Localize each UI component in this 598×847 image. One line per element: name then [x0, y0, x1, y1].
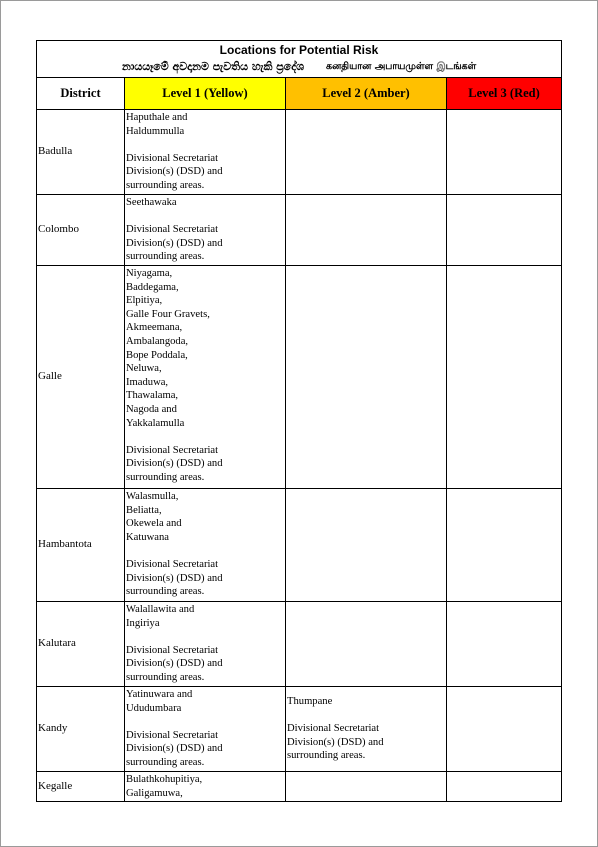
- location-line: Elpitiya,: [126, 295, 163, 307]
- title-sinhala: නායයෑමේ අවදානම පැවතිය හැකි ප්‍රදේශ: [121, 60, 304, 73]
- location-line: Ingiriya: [126, 617, 160, 629]
- header-row: [37, 78, 562, 110]
- table-row: [37, 489, 562, 602]
- level-1-cell: [125, 110, 286, 195]
- table-row: [37, 687, 562, 772]
- header-level-1: Level 1 (Yellow): [125, 78, 286, 110]
- location-line: Akmeemana,: [126, 322, 183, 334]
- table-row: [37, 195, 562, 266]
- location-line: surrounding areas.: [126, 586, 205, 598]
- district-cell: Galle: [37, 266, 125, 489]
- location-line: Nagoda and: [126, 403, 177, 415]
- level-1-cell: [125, 772, 286, 802]
- location-line: Ambalangoda,: [126, 335, 189, 347]
- level-2-cell: [286, 489, 447, 602]
- table-subtitle: [37, 59, 561, 74]
- title-tamil: கனதியான அபாயமுள்ள இடங்கள்: [326, 61, 477, 72]
- location-line: Divisional Secretariat: [126, 444, 219, 456]
- location-line: Thumpane: [287, 696, 333, 707]
- location-line: surrounding areas.: [126, 179, 205, 191]
- table-row: [37, 772, 562, 802]
- location-line: surrounding areas.: [287, 750, 366, 762]
- location-line: Bulathkohupitiya,: [126, 774, 203, 785]
- table-row: [37, 110, 562, 195]
- location-line: Divisional Secretariat: [126, 729, 219, 741]
- location-line: Division(s) (DSD) and: [126, 458, 223, 470]
- line-spacer: [126, 630, 285, 644]
- district-cell: Hambantota: [37, 489, 125, 602]
- location-line: Galigamuwa,: [126, 787, 183, 799]
- location-line: Baddegama,: [126, 281, 179, 293]
- level-3-cell: [447, 266, 562, 489]
- district-cell: Kegalle: [37, 772, 125, 802]
- location-line: Walasmulla,: [126, 491, 179, 502]
- table-title: Locations for Potential Risk: [219, 43, 379, 57]
- location-line: Neluwa,: [126, 363, 162, 375]
- district-cell: Kandy: [37, 687, 125, 772]
- location-line: Ududumbara: [126, 702, 182, 714]
- location-line: surrounding areas.: [126, 471, 205, 483]
- level-3-cell: [447, 602, 562, 687]
- level-1-cell: [125, 489, 286, 602]
- location-line: Haputhale and: [126, 112, 188, 123]
- level-3-cell: [447, 687, 562, 772]
- level-2-cell: [286, 772, 447, 802]
- location-line: Divisional Secretariat: [287, 723, 380, 735]
- title-row: [37, 41, 562, 78]
- line-spacer: [126, 544, 285, 558]
- level-2-cell: [286, 110, 447, 195]
- level-1-cell: [125, 195, 286, 266]
- location-line: surrounding areas.: [126, 251, 205, 263]
- location-line: Imaduwa,: [126, 376, 169, 388]
- location-line: Niyagama,: [126, 268, 173, 279]
- location-line: Galle Four Gravets,: [126, 308, 210, 320]
- location-line: surrounding areas.: [126, 671, 205, 683]
- location-line: Divisional Secretariat: [126, 644, 219, 656]
- line-spacer: [126, 138, 285, 152]
- location-line: Yatinuwara and: [126, 689, 193, 700]
- location-line: Division(s) (DSD) and: [126, 237, 223, 249]
- location-line: Okewela and: [126, 518, 182, 530]
- line-spacer: [126, 715, 285, 729]
- table-row: [37, 266, 562, 489]
- level-1-cell: [125, 687, 286, 772]
- level-3-cell: [447, 110, 562, 195]
- level-2-cell: [286, 602, 447, 687]
- location-line: surrounding areas.: [126, 756, 205, 768]
- district-cell: Badulla: [37, 110, 125, 195]
- location-line: Division(s) (DSD) and: [287, 736, 384, 748]
- line-spacer: [126, 210, 285, 224]
- risk-locations-table: [36, 40, 562, 802]
- location-line: Beliatta,: [126, 504, 162, 516]
- level-3-cell: [447, 489, 562, 602]
- location-line: Division(s) (DSD) and: [126, 572, 223, 584]
- header-level-2: Level 2 (Amber): [286, 78, 447, 110]
- title-cell: [37, 41, 562, 78]
- location-line: Division(s) (DSD) and: [126, 166, 223, 178]
- level-1-cell: [125, 266, 286, 489]
- location-line: Divisional Secretariat: [126, 224, 219, 236]
- location-line: Division(s) (DSD) and: [126, 743, 223, 755]
- level-2-cell: [286, 195, 447, 266]
- district-cell: Colombo: [37, 195, 125, 266]
- district-cell: Kalutara: [37, 602, 125, 687]
- level-1-cell: [125, 602, 286, 687]
- line-spacer: [287, 709, 446, 723]
- location-line: Division(s) (DSD) and: [126, 658, 223, 670]
- level-2-cell: [286, 266, 447, 489]
- level-3-cell: [447, 195, 562, 266]
- level-3-cell: [447, 772, 562, 802]
- level-2-cell: [286, 687, 447, 772]
- location-line: Yakkalamulla: [126, 417, 185, 429]
- location-line: Divisional Secretariat: [126, 558, 219, 570]
- header-district: District: [37, 78, 125, 110]
- location-line: Seethawaka: [126, 197, 177, 208]
- location-line: Walallawita and: [126, 604, 195, 615]
- location-line: Divisional Secretariat: [126, 152, 219, 164]
- location-line: Bope Poddala,: [126, 349, 188, 361]
- location-line: Thawalama,: [126, 390, 179, 402]
- header-level-3: Level 3 (Red): [447, 78, 562, 110]
- location-line: Katuwana: [126, 531, 169, 543]
- table-row: [37, 602, 562, 687]
- line-spacer: [126, 430, 285, 444]
- location-line: Haldummulla: [126, 125, 185, 137]
